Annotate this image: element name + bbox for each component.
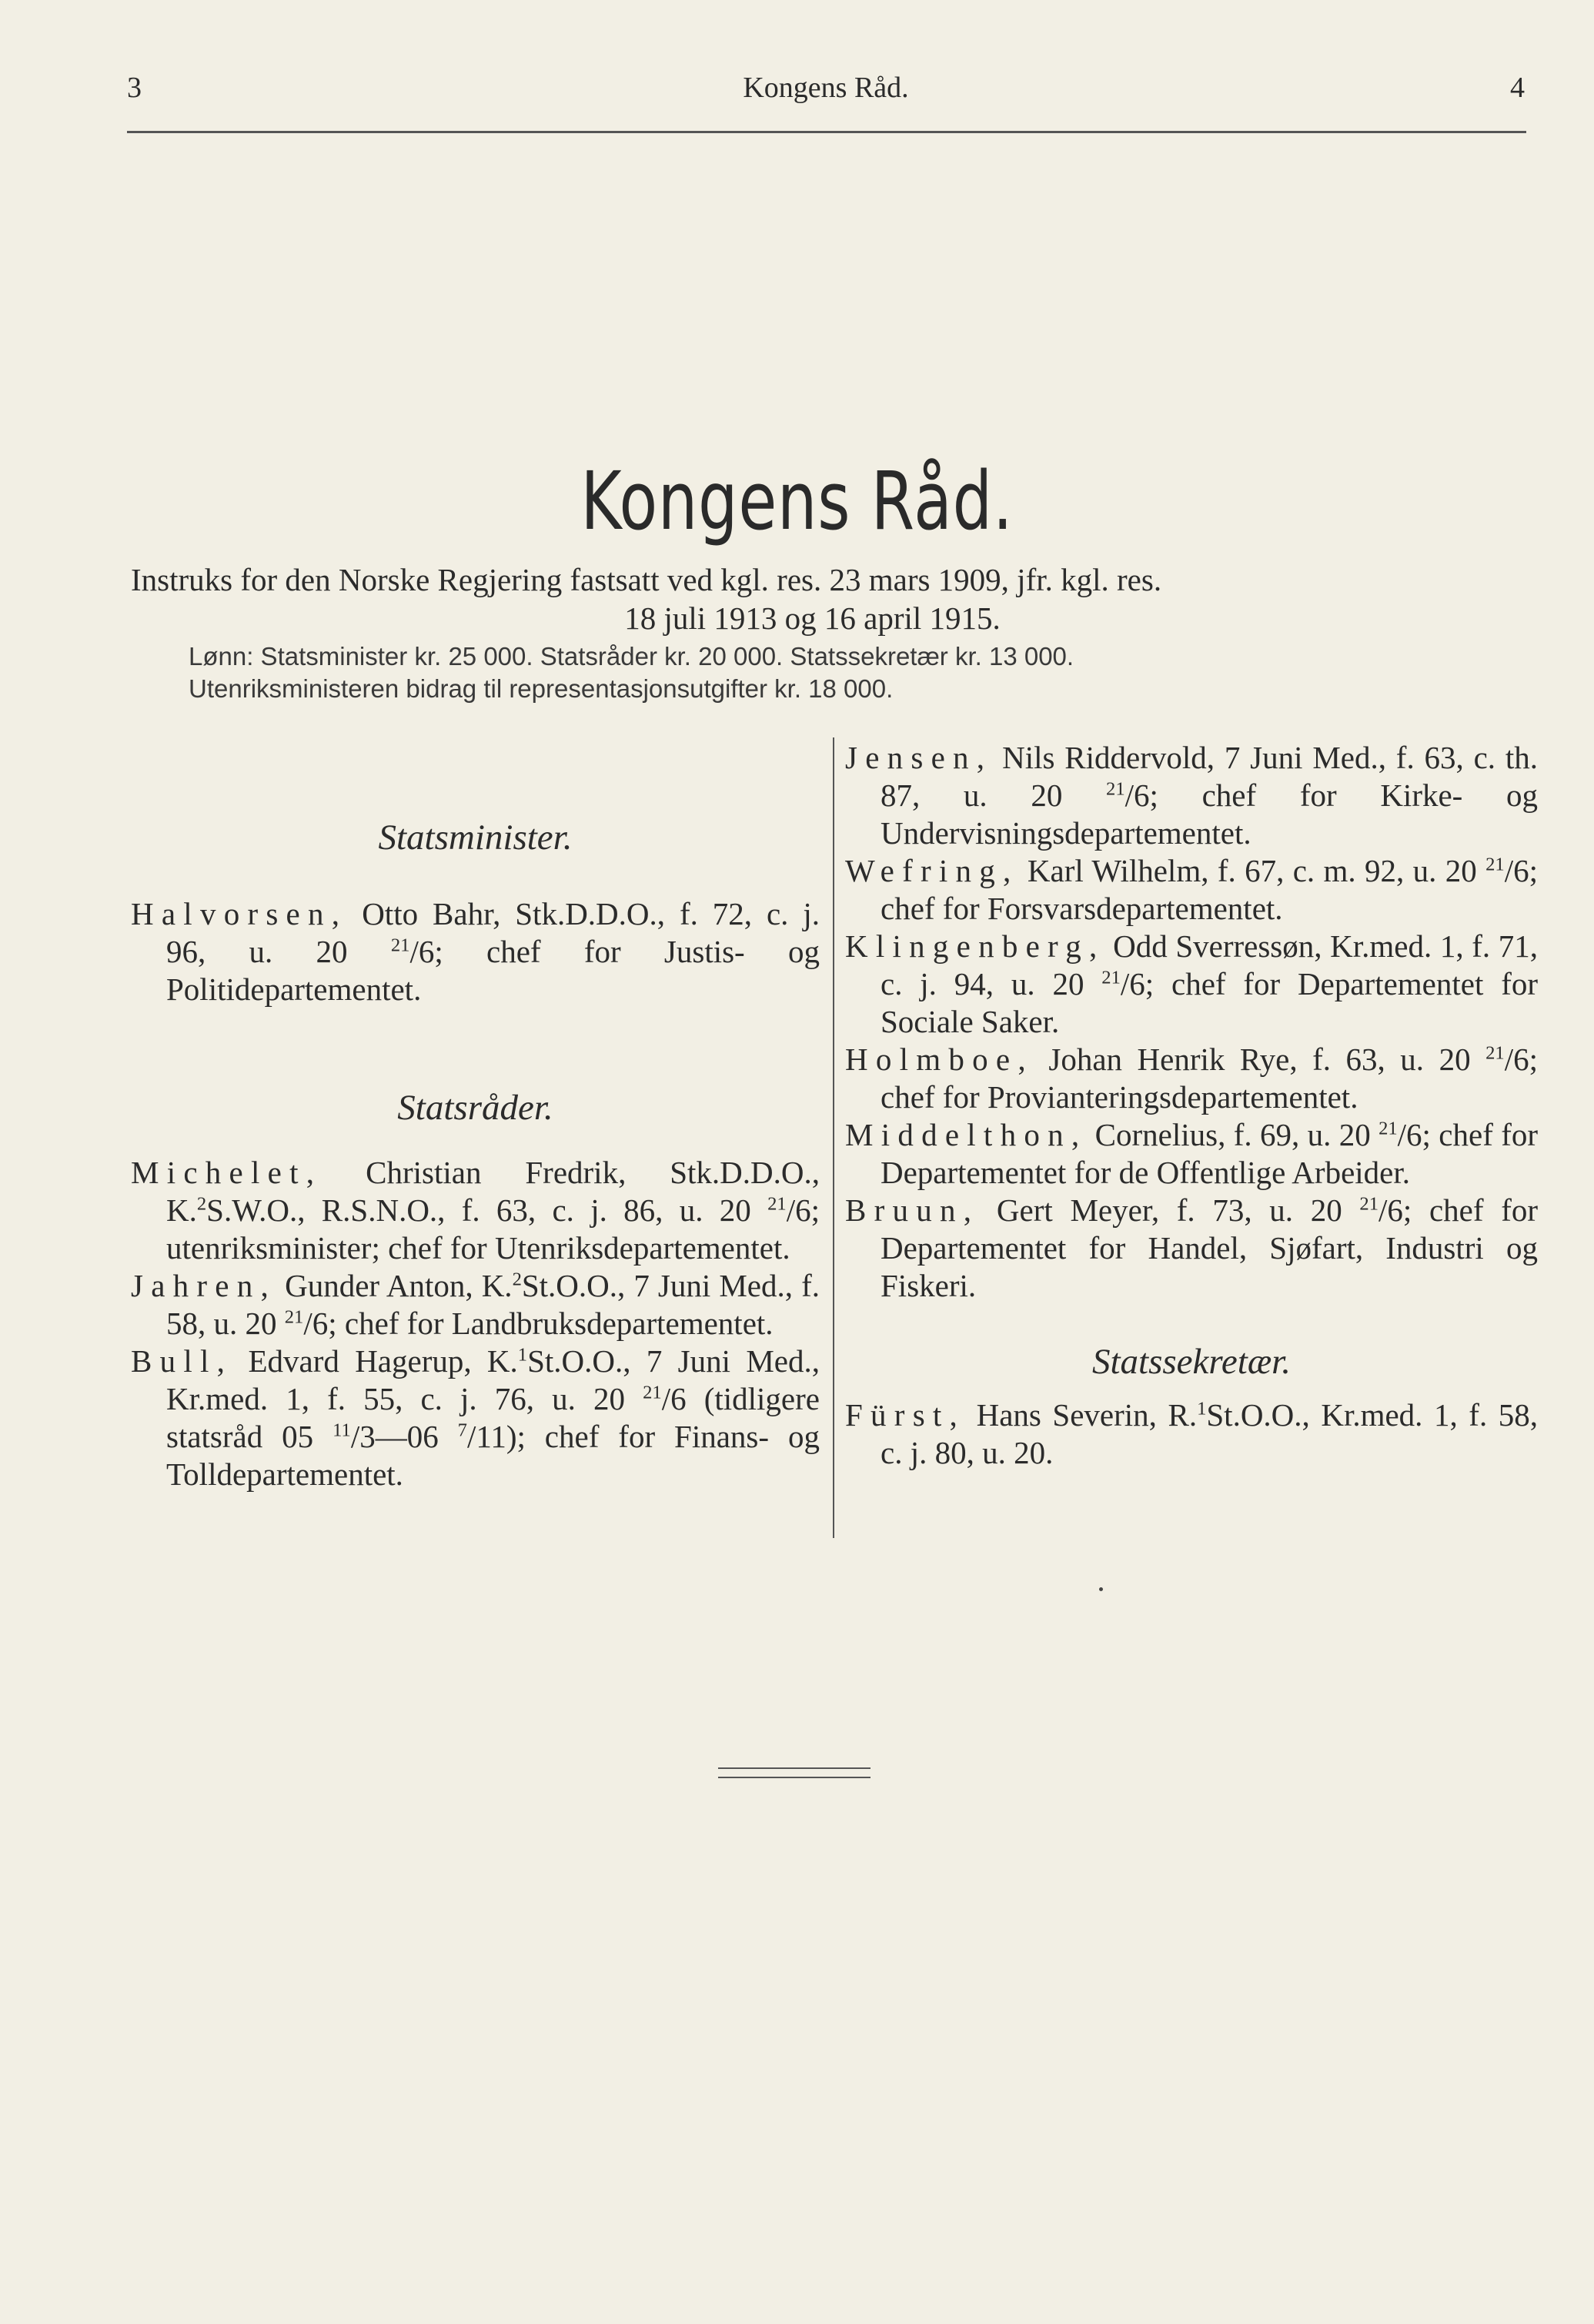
entry-klingenberg xyxy=(845,928,1538,1041)
entry-text: /6; chef for Kirke- og Undervisningsdepartementet. xyxy=(881,777,1538,851)
entry-sup: 21 xyxy=(1378,1118,1398,1139)
entry-text: Cornelius, f. 69, u. 20 xyxy=(1087,1117,1379,1152)
intro-line-1: Instruks for den Norske Regjering fastsatt ved kgl. res. 23 mars 1909, jfr. kgl. res. xyxy=(131,562,1162,597)
page-title: Kongens Råd. xyxy=(580,454,1014,548)
entry-middelthon xyxy=(845,1116,1538,1192)
entry-text: /6; chef for Departementet for Sociale Saker. xyxy=(881,966,1539,1039)
entry-text: /11); chef for Finans- og Tolldepartementet. xyxy=(166,1419,820,1492)
entry-text: Odd Sverressøn, Kr.med. 1, f. 71, c. j. 94, u. 20 xyxy=(881,928,1538,1001)
entry-text: St.O.O., Kr.med. 1, f. 58, c. j. 80, u. 20. xyxy=(881,1397,1538,1470)
entry-name: Bull, xyxy=(131,1343,233,1379)
entry-name: Holmboe, xyxy=(845,1042,1034,1077)
entry-name: Jahren, xyxy=(131,1268,277,1303)
left-column xyxy=(131,793,820,1493)
entry-text: Gunder Anton, K. xyxy=(276,1268,513,1303)
end-rule-bottom xyxy=(718,1777,871,1778)
column-divider xyxy=(833,737,834,1538)
entry-text: Nils Riddervold, 7 Juni Med., f. 63, c. th. 87, u. 20 xyxy=(881,740,1538,813)
entry-name: Halvorsen, xyxy=(131,896,348,931)
entry-sup: 1 xyxy=(1197,1398,1207,1419)
entry-sup: 11 xyxy=(333,1419,351,1441)
entry-text: S.W.O., R.S.N.O., f. 63, c. j. 86, u. 20 xyxy=(206,1192,768,1228)
entry-sup: 21 xyxy=(643,1382,662,1403)
entry-text: /6; utenriksminister; chef for Utenriksdepartementet. xyxy=(166,1192,820,1266)
entry-text: /6 (tidligere statsråd 05 xyxy=(166,1381,820,1454)
running-head xyxy=(127,71,1525,117)
entry-sup: 2 xyxy=(196,1193,207,1215)
entry-sup: 21 xyxy=(1106,778,1125,800)
entry-name: Michelet, xyxy=(131,1155,322,1190)
page-number-right: 4 xyxy=(1510,72,1525,104)
entry-halvorsen xyxy=(131,895,820,1008)
entry-name: Fürst, xyxy=(845,1397,966,1433)
end-rule-top xyxy=(718,1767,871,1769)
entry-text: Hans Severin, R. xyxy=(965,1397,1198,1433)
entry-text: /6; chef for Departementet for Handel, Sjøfart, Industri og Fiskeri. xyxy=(881,1192,1539,1303)
entry-text: /6; chef for Justis- og Politidepartementet. xyxy=(166,934,820,1007)
entry-text: Johan Henrik Rye, f. 63, u. 20 xyxy=(1033,1042,1486,1077)
entry-name: Middelthon, xyxy=(845,1117,1088,1152)
entry-sup: 21 xyxy=(1485,854,1505,875)
intro xyxy=(131,560,1494,637)
entry-text: /3—06 xyxy=(350,1419,458,1454)
heading-statsminister: Statsminister. xyxy=(378,818,573,858)
entry-text: Otto Bahr, Stk.D.D.O., f. 72, c. j. 96, u. 20 xyxy=(166,896,820,969)
entry-wefring xyxy=(845,852,1538,928)
entry-bull xyxy=(131,1343,820,1493)
entry-name: Jensen, xyxy=(845,740,993,775)
entry-sup: 21 xyxy=(390,935,410,956)
entry-text: Gert Meyer, f. 73, u. 20 xyxy=(979,1192,1360,1228)
entry-sup: 2 xyxy=(512,1269,522,1290)
entry-sup: 21 xyxy=(284,1306,304,1328)
heading-statssekretaer: Statssekretær. xyxy=(1091,1342,1292,1382)
entry-michelet xyxy=(131,1154,820,1267)
entry-text: Karl Wilhelm, f. 67, c. m. 92, u. 20 xyxy=(1018,853,1486,888)
heading-statsrader: Statsråder. xyxy=(397,1088,553,1128)
entry-text: Edvard Hagerup, K. xyxy=(232,1343,518,1379)
right-column xyxy=(845,739,1538,1472)
entry-jahren xyxy=(131,1267,820,1343)
entry-text: /6; chef for Landbruksdepartementet. xyxy=(303,1306,774,1341)
entry-text: St.O.O., 7 Juni Med., Kr.med. 1, f. 55, c. j. 76, u. 20 xyxy=(166,1343,820,1416)
entry-text: St.O.O., 7 Juni Med., f. 58, u. 20 xyxy=(166,1268,820,1341)
entry-name: Klingenberg, xyxy=(845,928,1105,964)
entry-jensen xyxy=(845,739,1538,852)
entry-sup: 1 xyxy=(517,1344,528,1366)
stray-dot xyxy=(1099,1587,1103,1591)
entry-text: Christian Fredrik, Stk.D.D.O., K. xyxy=(166,1155,820,1228)
salary-note xyxy=(189,640,1517,705)
entry-sup: 21 xyxy=(1101,967,1121,988)
entry-sup: 7 xyxy=(457,1419,467,1441)
running-head-title: Kongens Råd. xyxy=(743,72,909,104)
entry-text: /6; chef for Forsvarsdepartementet. xyxy=(881,853,1538,926)
entry-holmboe xyxy=(845,1041,1538,1116)
entry-bruun xyxy=(845,1192,1538,1305)
entry-sup: 21 xyxy=(1359,1193,1378,1215)
entry-text: /6; chef for Provianteringsdepartementet. xyxy=(881,1042,1538,1115)
entry-name: Bruun, xyxy=(845,1192,980,1228)
entry-furst xyxy=(845,1396,1538,1472)
entry-sup: 21 xyxy=(1485,1042,1505,1064)
salary-line-2: Utenriksministeren bidrag til representasjonsutgifter kr. 18 000. xyxy=(189,674,894,703)
header-rule xyxy=(127,131,1526,133)
entry-text: /6; chef for Departementet for de Offentlige Arbeider. xyxy=(881,1117,1539,1190)
intro-line-2: 18 juli 1913 og 16 april 1915. xyxy=(624,600,1001,636)
entry-sup: 21 xyxy=(767,1193,787,1215)
entry-name: Wefring, xyxy=(845,853,1019,888)
salary-line-1: Lønn: Statsminister kr. 25 000. Statsråder kr. 20 000. Statssekretær kr. 13 000. xyxy=(189,642,1074,670)
page-number-left: 3 xyxy=(127,72,142,104)
